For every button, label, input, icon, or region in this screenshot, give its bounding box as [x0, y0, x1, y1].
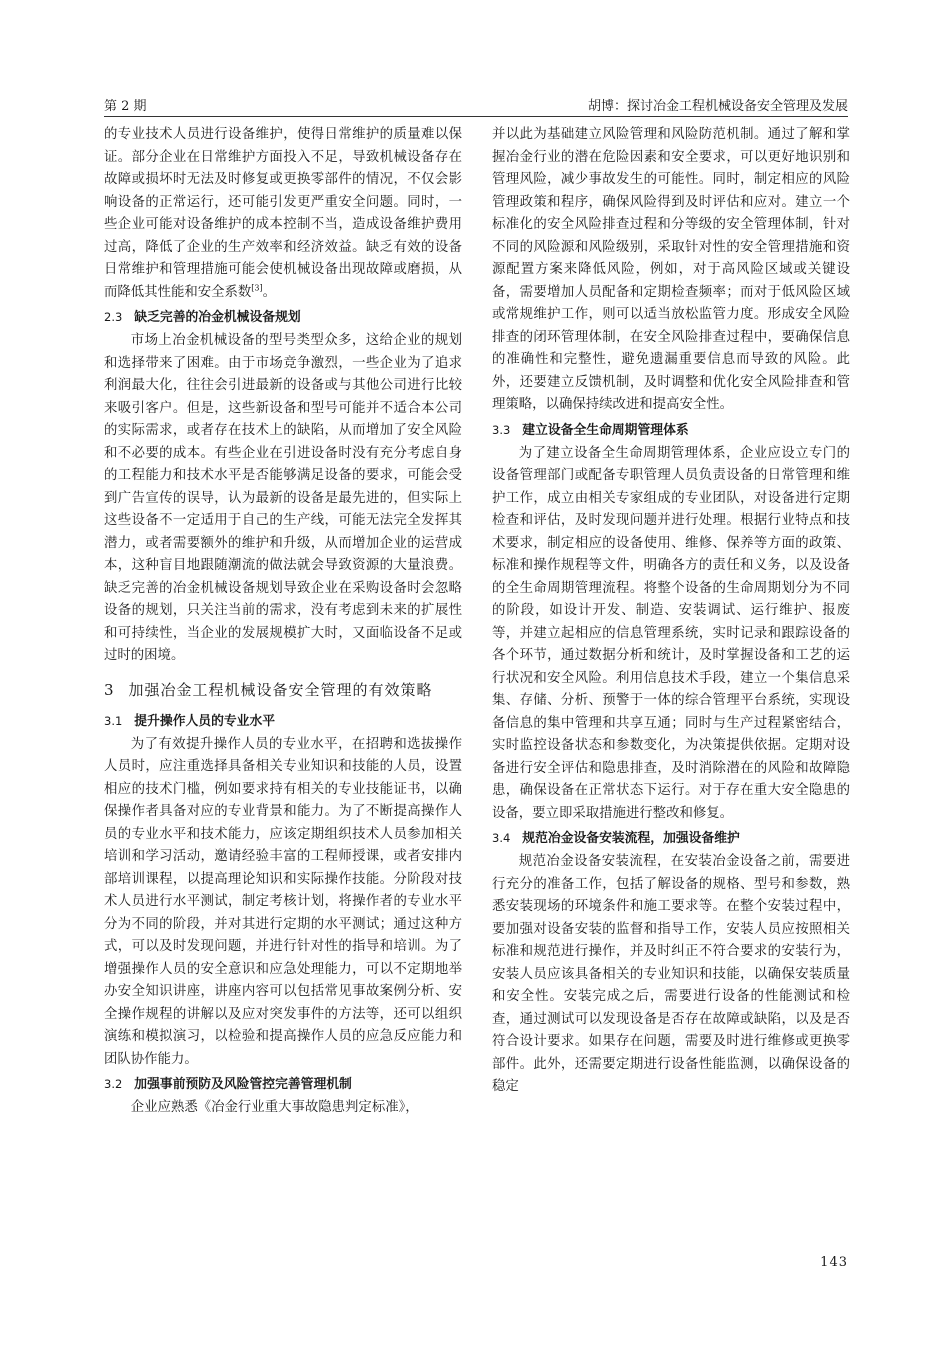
- issue-label: 第 2 期: [104, 99, 147, 114]
- right-column: [492, 124, 850, 1099]
- article-title: 胡博：探讨冶金工程机械设备安全管理及发展: [587, 99, 848, 114]
- paragraph: 市场上冶金机械设备的型号类型众多，这给企业的规划和选择带来了困难。由于市场竞争激烈，一些企业为了追求利润最大化，往往会引进最新的设备或与其他公司进行比较来吸引客户。但是，这些新设备和型号可能并不适合本公司的实际需求，或者存在技术上的缺陷，从而增加了安全风险和不必要的成本。有些企业在引进设备时没有充分考虑自身的工程能力和技术水平是否能够满足设备的要求，可能会受到广告宣传的误导，认为最新的设备是最先进的，但实际上这些设备不一定适用于自己的生产线，可能无法完全发挥其潜力，或者需要额外的维护和升级，从而增加企业的运营成本，这种盲目地跟随潮流的做法就会导致资源的大量浪费。缺乏完善的冶金机械设备规划导致企业在采购设备时会忽略设备的规划，只关注当前的需求，没有考虑到未来的扩展性和可持续性，当企业的发展规模扩大时，又面临设备不足或过时的困境。: [104, 333, 462, 663]
- page-number: 143: [820, 1255, 848, 1270]
- paragraph: 为了建立设备全生命周期管理体系，企业应设立专门的设备管理部门或配备专职管理人员负责设备的日常管理和维护工作，成立由相关专家组成的专业团队，对设备进行定期检查和评估，及时发现问题并进行处理。根据行业特点和技术要求，制定相应的设备使用、维修、保养等方面的政策、标准和操作规程等文件，明确各方的责任和义务，以及设备的全生命周期管理流程。将整个设备的生命周期划分为不同的阶段，如设计开发、制造、安装调试、运行维护、报废等，并建立起相应的信息管理系统，实时记录和跟踪设备的各个环节，通过数据分析和统计，及时掌握设备和工艺的运行状况和安全风险。利用信息技术手段，建立一个集信息采集、存储、分析、预警于一体的综合管理平台系统，实现设备信息的集中管理和共享互通；同时与生产过程紧密结合，实时监控设备状态和参数变化，为决策提供依据。定期对设备进行安全评估和隐患排查，及时消除潜在的风险和故障隐患，确保设备在正常状态下运行。对于存在重大安全隐患的设备，要立即采取措施进行整改和修复。: [492, 445, 850, 821]
- paragraph: 企业应熟悉《冶金行业重大事故隐患判定标准》，: [130, 1100, 419, 1115]
- running-head: [104, 90, 848, 114]
- subsection-heading-3-3: 3.3 建立设备全生命周期管理体系: [492, 422, 689, 438]
- subsection-heading-3-4: 3.4 规范冶金设备安装流程，加强设备维护: [492, 831, 740, 846]
- paragraph: 并以此为基础建立风险管理和风险防范机制。通过了解和掌握冶金行业的潜在危险因素和安全要求，可以更好地识别和管理风险，减少事故发生的可能性。同时，制定相应的风险管理政策和程序，确保风险得到及时评估和应对。建立一个标准化的安全风险排查过程和分等级的安全管理体制，针对不同的风险源和风险级别，采取针对性的安全管理措施和资源配置方案来降低风险，例如，对于高风险区域或关键设备，需要增加人员配备和定期检查频率；而对于低风险区域或常规维护工作，则可以适当放松监管力度。形成安全风险排查的闭环管理体制，在安全风险排查过程中，要确保信息的准确性和完整性，避免遗漏重要信息而导致的风险。此外，还要建立反馈机制，及时调整和优化安全风险排查和管理策略，以确保持续改进和提高安全性。: [492, 127, 850, 412]
- header-rule: [104, 116, 848, 117]
- subsection-heading-2-3: 2.3 缺乏完善的冶金机械设备规划: [104, 310, 301, 325]
- citation-ref[interactable]: [3]: [251, 283, 263, 293]
- section-heading-3: 3 加强冶金工程机械设备安全管理的有效策略: [104, 680, 433, 699]
- left-column: [104, 124, 462, 1120]
- paragraph: 的专业技术人员进行设备维护，使得日常维护的质量难以保证。部分企业在日常维护方面投入不足，导致机械设备存在故障或损坏时无法及时修复或更换零部件的情况，不仅会影响设备的正常运行，还可能引发更严重安全问题。同时，一些企业可能对设备维护的成本控制不当，造成设备维护费用过高，降低了企业的生产效率和经济效益。缺乏有效的设备日常维护和管理措施可能会使机械设备出现故障或磨损，从而降低其性能和安全系数[3]。: [104, 127, 462, 300]
- subsection-heading-3-1: 3.1 提升操作人员的专业水平: [104, 713, 276, 729]
- subsection-heading-3-2: 3.2 加强事前预防及风险管控完善管理机制: [104, 1077, 352, 1092]
- paragraph: 规范冶金设备安装流程，在安装冶金设备之前，需要进行充分的准备工作，包括了解设备的规格、型号和参数，熟悉安装现场的环境条件和施工要求等。在整个安装过程中，要加强对设备安装的监督和指导工作，安装人员应按照相关标准和规范进行操作，并及时纠正不符合要求的安装行为，安装人员应该具备相关的专业知识和技能，以确保安装质量和安全性。安装完成之后，需要进行设备的性能测试和检查，通过测试可以发现设备是否存在故障或缺陷，以及是否符合设计要求。如果存在问题，需要及时进行维修或更换零部件。此外，还需要定期进行设备性能监测，以确保设备的稳定: [492, 854, 850, 1094]
- paragraph: 为了有效提升操作人员的专业水平，在招聘和选拔操作人员时，应注重选择具备相关专业知识和技能的人员，设置相应的技术门槛，例如要求持有相关的专业技能证书，以确保操作者具备对应的专业背景和能力。为了不断提高操作人员的专业水平和技术能力，应该定期组织技术人员参加相关培训和学习活动，邀请经验丰富的工程师授课，或者安排内部培训课程，以提高理论知识和实际操作技能。分阶段对技术人员进行水平测试，制定考核计划，将操作者的专业水平分为不同的阶段，并对其进行定期的水平测试；通过这种方式，可以及时发现问题，并进行针对性的指导和培训。为了增强操作人员的安全意识和应急处理能力，可以不定期地举办安全知识讲座，讲座内容可以包括常见事故案例分析、安全操作规程的讲解以及应对突发事件的方法等，还可以组织演练和模拟演习，以检验和提高操作人员的应急反应能力和团队协作能力。: [104, 736, 462, 1067]
